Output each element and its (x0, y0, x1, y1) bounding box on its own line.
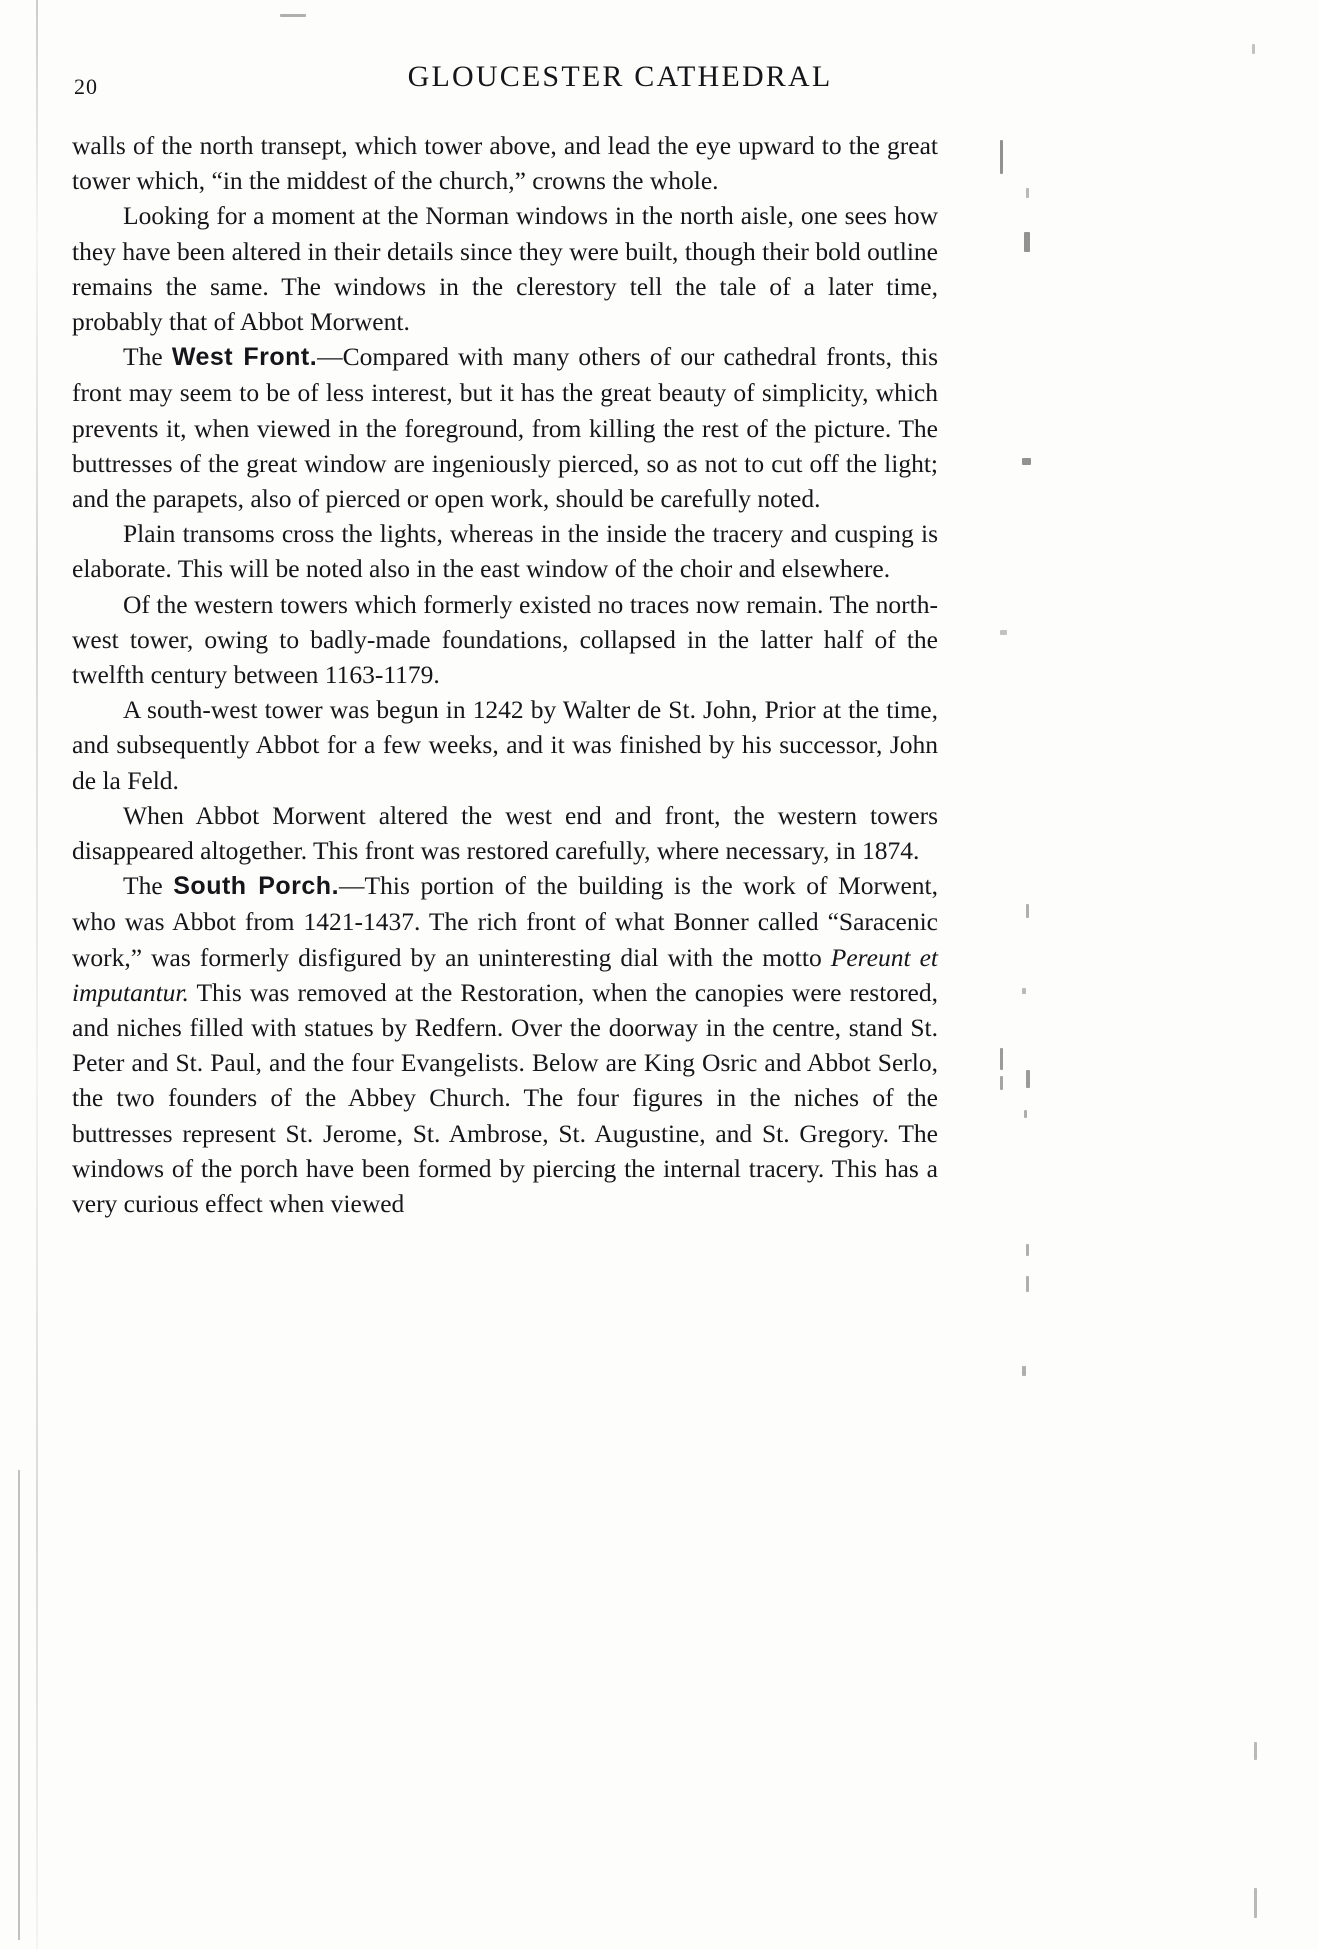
paragraph-4 (72, 516, 938, 586)
scan-speck (1254, 1888, 1257, 1918)
page-edge-artifact-left-lower (18, 1470, 20, 1940)
latin-motto: Pereunt et imputantur. (72, 942, 938, 1007)
paragraph-3-west-front (72, 339, 938, 516)
scan-speck (1026, 904, 1029, 918)
paragraph-2 (72, 198, 938, 339)
page-number: 20 (74, 74, 98, 99)
paragraph-2-text: Looking for a moment at the Norman windows in the north aisle, one sees how they have been altered in their details since they were built, though their bold outline remains the same. The windows in the clerestory tell the tale of a later time, probably that of Abbot Morwent. (72, 201, 938, 337)
section-heading-west-front: West Front. (171, 343, 318, 372)
scan-speck (1026, 188, 1029, 198)
scan-speck (1000, 140, 1003, 174)
scan-speck (1026, 1276, 1029, 1292)
scan-speck (280, 14, 306, 17)
scan-speck (1026, 1070, 1030, 1088)
paragraph-8-south-porch (72, 868, 938, 1221)
paragraph-4-text: Plain transoms cross the lights, whereas in the inside the tracery and cusping is elaborate. This will be noted also in the east window of the choir and elsewhere. (72, 519, 938, 584)
paragraph-5 (72, 587, 938, 693)
scan-speck (1024, 1110, 1027, 1118)
scan-speck (1024, 232, 1030, 252)
page-header (70, 60, 1250, 108)
paragraph-6-text: A south-west tower was begun in 1242 by Walter de St. John, Prior at the time, and subsequently Abbot for a few weeks, and it was finished by his successor, John de la Feld. (72, 695, 938, 795)
scan-speck (1254, 1742, 1257, 1760)
paragraph-8-text-before-italic: —This portion of the building is the work of Morwent, who was Abbot from 1421-1437. The rich front of what Bonner called “Saracenic work,” was formerly disfigured by an uninteresting dial with the motto (72, 871, 938, 972)
page-edge-artifact-left (36, 0, 38, 1949)
scan-speck (1022, 1366, 1026, 1376)
paragraph-6 (72, 692, 938, 798)
paragraph-7 (72, 798, 938, 868)
scan-speck (1000, 1048, 1003, 1070)
scan-speck (1026, 1244, 1029, 1256)
paragraph-5-text: Of the western towers which formerly existed no traces now remain. The north-west tower, owing to badly-made foundations, collapsed in the latter half of the twelfth century between 1163-1179. (72, 589, 938, 690)
paragraph-1-text: walls of the north transept, which tower above, and lead the eye upward to the great tower which, “in the middest of the church,” crowns the whole. (72, 131, 938, 196)
scan-speck (1252, 44, 1255, 54)
paragraph-3-lead: The (123, 342, 172, 372)
scan-speck (1000, 1076, 1003, 1090)
page-body (72, 128, 938, 1221)
paragraph-8-lead: The (123, 871, 174, 901)
paragraph-8-text-after-italic: This was removed at the Restoration, when the canopies were restored, and niches filled with statues by Redfern. Over the doorway in the centre, stand St. Peter and St. Paul, and the four Evangelists. Below are King Osric and Abbot Serlo, the two founders of the Abbey Church. The four figures in the niches of the buttresses represent St. Jerome, St. Ambrose, St. Augustine, and St. Gregory. The windows of the porch have been formed by piercing the internal tracery. This has a very curious effect when viewed (72, 977, 938, 1219)
scan-speck (1022, 458, 1031, 465)
paragraph-7-text: When Abbot Morwent altered the west end and front, the western towers disappeared altogether. This front was restored carefully, where necessary, in 1874. (72, 800, 938, 866)
scan-speck (1000, 630, 1007, 635)
paragraph-3-text: —Compared with many others of our cathedral fronts, this front may seem to be of less interest, but it has the great beauty of simplicity, which prevents it, when viewed in the foreground, from killing the rest of the picture. The buttresses of the great window are ingeniously pierced, so as not to cut off the light; and the parapets, also of pierced or open work, should be carefully noted. (72, 342, 938, 514)
running-head-title: GLOUCESTER CATHEDRAL (407, 60, 833, 93)
scan-speck (1022, 988, 1026, 994)
paragraph-1 (72, 128, 938, 198)
section-heading-south-porch: South Porch. (173, 872, 340, 901)
